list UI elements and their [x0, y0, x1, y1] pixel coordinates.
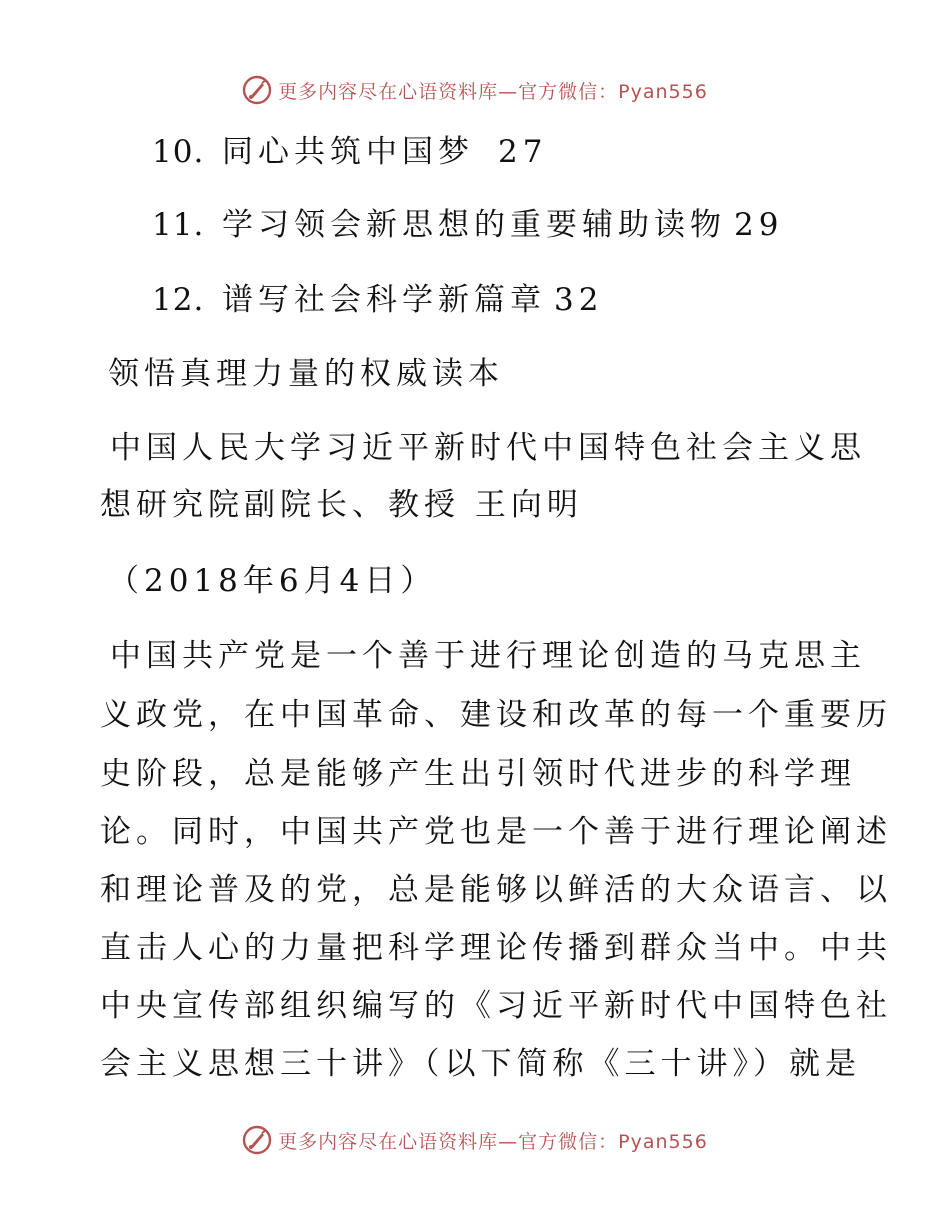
- body-line: 中央宣传部组织编写的《习近平新时代中国特色社: [100, 988, 892, 1024]
- body-line: 直击人心的力量把科学理论传播到群众当中。中共: [100, 930, 892, 966]
- toc-number: 10.: [152, 134, 205, 170]
- toc-entry: [152, 126, 547, 171]
- article-title: 领悟真理力量的权威读本: [108, 356, 504, 392]
- toc-entry: [152, 274, 603, 319]
- body-line: 中国共产党是一个善于进行理论创造的马克思主: [110, 638, 866, 674]
- body-line: 史阶段，总是能够产生出引领时代进步的科学理: [100, 756, 856, 792]
- author-line: 中国人民大学习近平新时代中国特色社会主义思: [110, 430, 866, 466]
- feather-pen-circle-icon: [242, 75, 272, 105]
- watermark-banner-bottom: [0, 1120, 950, 1160]
- toc-title: 学习领会新思想的重要辅助读物: [222, 207, 726, 243]
- feather-pen-circle-icon: [242, 1125, 272, 1155]
- toc-title: 谱写社会科学新篇章: [222, 282, 546, 318]
- toc-page: 27: [498, 134, 548, 170]
- body-line: 论。同时，中国共产党也是一个善于进行理论阐述: [100, 814, 892, 850]
- author-line: 想研究院副院长、教授 王向明: [100, 487, 583, 523]
- body-line: 义政党，在中国革命、建设和改革的每一个重要历: [100, 697, 892, 733]
- toc-number: 11.: [152, 207, 205, 243]
- watermark-text: 更多内容尽在心语资料库—官方微信：Pyan556: [278, 80, 708, 103]
- toc-entry: [152, 199, 783, 244]
- article-date: （2018年6月4日）: [108, 563, 437, 599]
- toc-number: 12.: [152, 282, 205, 318]
- toc-title: 同心共筑中国梦: [222, 134, 474, 170]
- watermark-text: 更多内容尽在心语资料库—官方微信：Pyan556: [278, 1130, 708, 1153]
- toc-page: 32: [554, 282, 604, 318]
- toc-page: 29: [734, 207, 784, 243]
- watermark-banner-top: [0, 70, 950, 110]
- body-line: 会主义思想三十讲》（以下简称《三十讲》）就是: [100, 1046, 861, 1082]
- body-line: 和理论普及的党，总是能够以鲜活的大众语言、以: [100, 872, 892, 908]
